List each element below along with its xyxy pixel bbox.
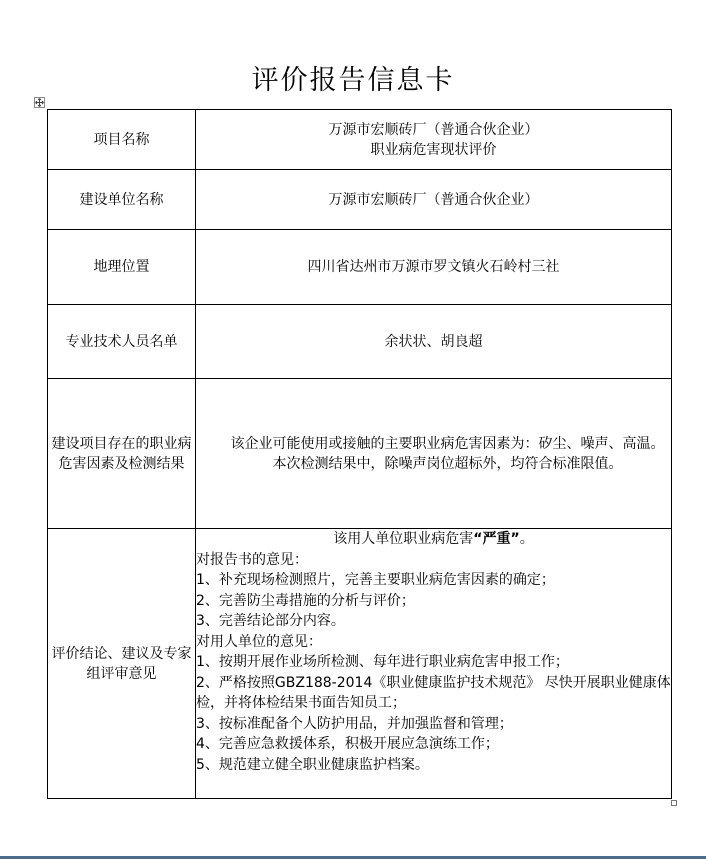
row-label: 地理位置 xyxy=(48,230,196,305)
opinion-line: 5、规范建立健全职业健康监护档案。 xyxy=(196,756,429,773)
page-title: 评价报告信息卡 xyxy=(251,65,455,96)
table-row xyxy=(48,110,672,170)
table-resize-handle[interactable] xyxy=(671,800,677,806)
row-value xyxy=(196,110,672,170)
conclusion-heading-prefix: 该用人单位职业病危害 xyxy=(333,531,474,547)
table-row xyxy=(48,230,672,305)
conclusion-heading-suffix: 。 xyxy=(519,531,534,547)
row-label: 项目名称 xyxy=(48,110,196,170)
opinion-line: 1、补充现场检测照片，完善主要职业病危害因素的确定； xyxy=(196,572,555,588)
hazard-paragraph: 该企业可能使用或接触的主要职业病危害因素为：矽尘、噪声、高温。 xyxy=(230,435,665,452)
opinion-line: 对报告书的意见： xyxy=(196,551,308,568)
table-row xyxy=(48,379,672,529)
project-name-line: 职业病危害现状评价 xyxy=(370,141,497,158)
table-row xyxy=(48,529,672,799)
opinion-line: 2、严格按照GBZ188-2014《职业健康监护技术规范》 尽快开展职业健康体检，并将体检结果书面告知员工； xyxy=(196,674,671,711)
opinion-line: 1、按期开展作业场所检测、每年进行职业病危害申报工作； xyxy=(196,654,569,670)
table-move-handle-icon[interactable] xyxy=(34,97,45,108)
result-paragraph: 本次检测结果中，除噪声岗位超标外，均符合标准限值。 xyxy=(272,455,623,472)
info-card-table xyxy=(47,109,672,799)
row-label: 建设项目存在的职业病危害因素及检测结果 xyxy=(48,379,196,529)
row-value: 四川省达州市万源市罗文镇火石岭村三社 xyxy=(196,230,672,305)
conclusion-heading xyxy=(196,529,671,550)
opinion-line: 对用人单位的意见： xyxy=(196,633,322,650)
table-row xyxy=(48,170,672,230)
severity-level: “严重” xyxy=(473,531,520,547)
row-value: 余状状、胡良超 xyxy=(196,305,672,379)
opinion-line: 4、完善应急救援体系，积极开展应急演练工作； xyxy=(196,736,499,752)
project-name-line: 万源市宏顺砖厂（普通合伙企业） xyxy=(328,121,539,138)
row-label: 专业技术人员名单 xyxy=(48,305,196,379)
conclusion-cell xyxy=(196,529,672,799)
row-value: 万源市宏顺砖厂（普通合伙企业） xyxy=(196,170,672,230)
opinion-line: 3、按标准配备个人防护用品，并加强监督和管理； xyxy=(196,715,513,732)
row-label: 建设单位名称 xyxy=(48,170,196,230)
opinion-line: 3、完善结论部分内容。 xyxy=(196,613,345,629)
row-label: 评价结论、建议及专家组评审意见 xyxy=(48,529,196,799)
opinion-line: 2、完善防尘毒措施的分析与评价； xyxy=(196,592,415,609)
row-value xyxy=(196,379,672,529)
table-row xyxy=(48,305,672,379)
